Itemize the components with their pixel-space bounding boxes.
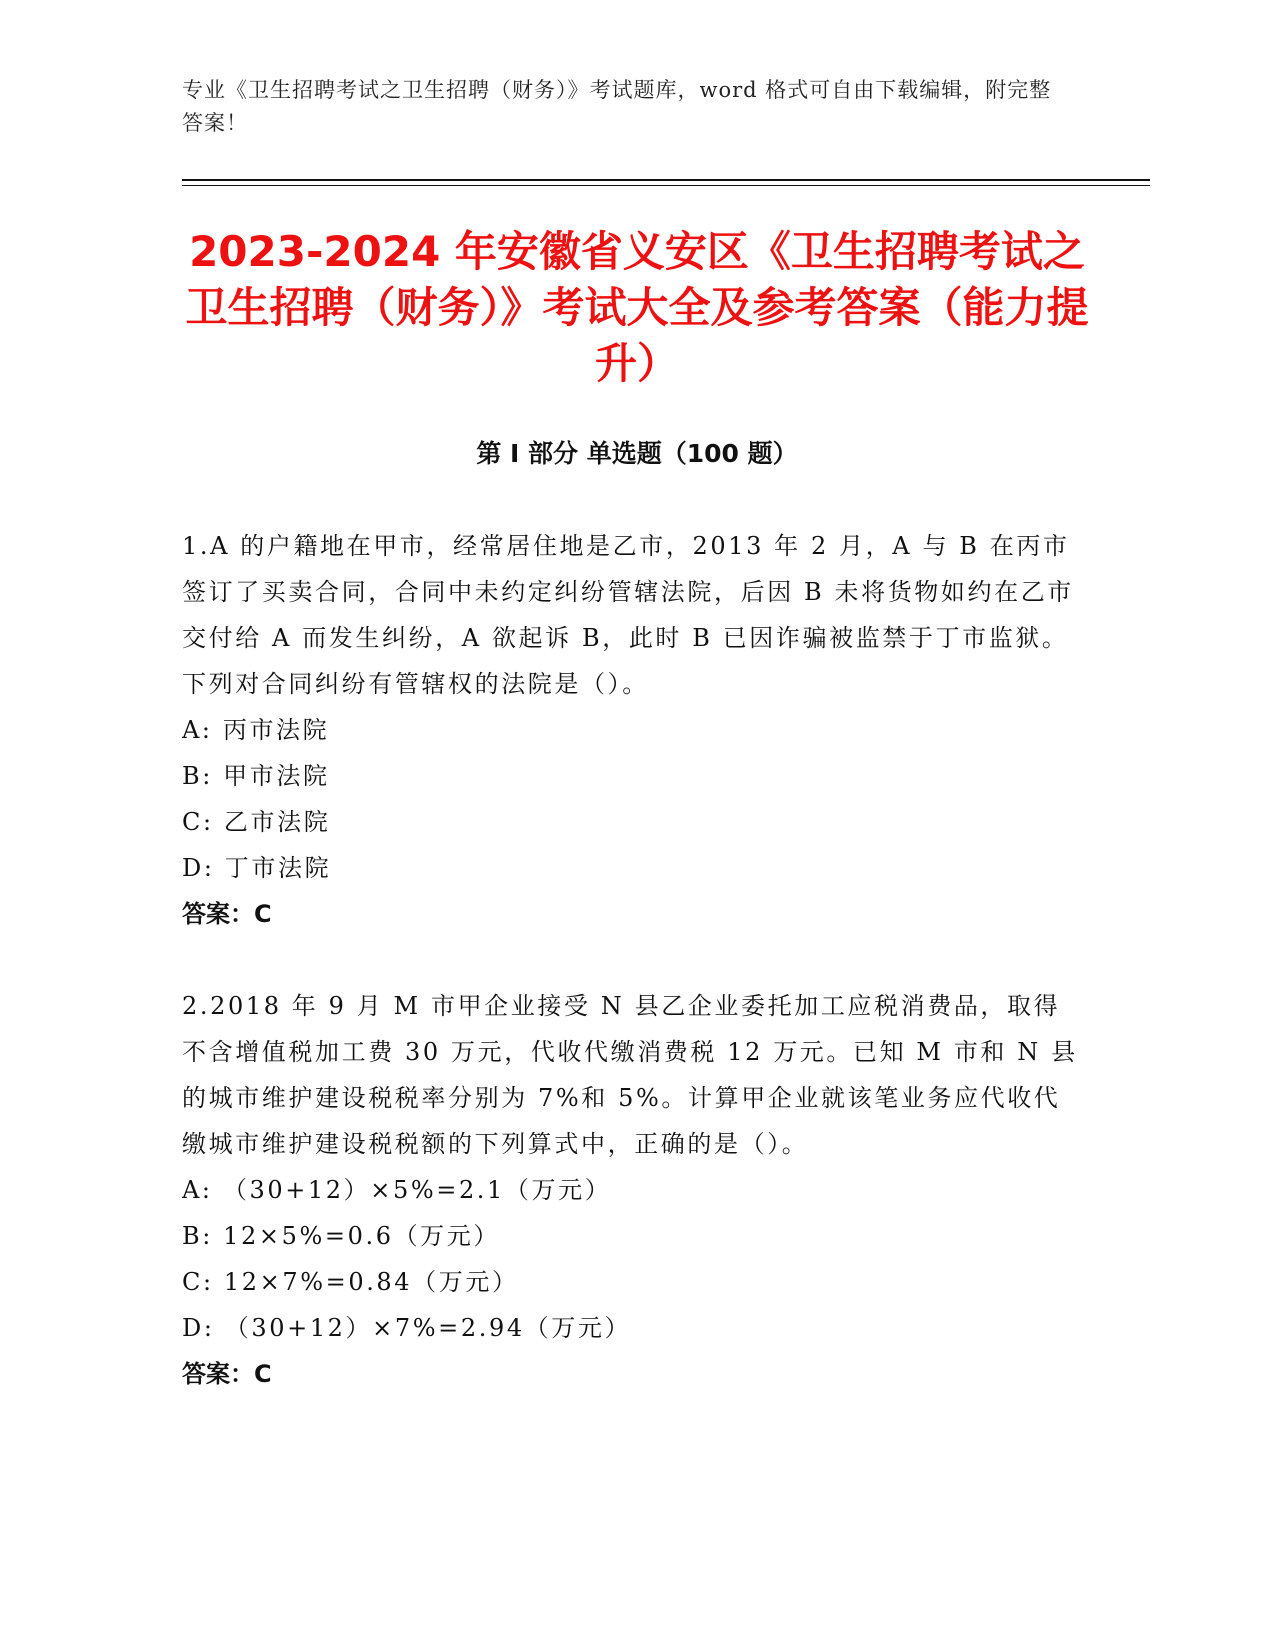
- option-key: D:: [182, 854, 215, 882]
- option-key: B:: [182, 1222, 213, 1250]
- option-text: 丙市法院: [222, 716, 330, 744]
- option-a: [182, 1167, 1082, 1213]
- header-divider-thick: [182, 179, 1150, 181]
- option-text: （30+12）×7%=2.94（万元）: [224, 1314, 632, 1342]
- header-note: 专业《卫生招聘考试之卫生招聘（财务）》考试题库，word 格式可自由下载编辑，附完整答案！: [182, 78, 1052, 135]
- option-text: 甲市法院: [223, 762, 330, 790]
- option-text: 12×5%=0.6（万元）: [223, 1222, 500, 1250]
- option-d: [182, 845, 1082, 891]
- option-text: 12×7%=0.84（万元）: [223, 1268, 519, 1296]
- option-key: D:: [182, 1314, 215, 1342]
- option-text: 丁市法院: [224, 854, 332, 882]
- document-title: 2023-2024 年安徽省义安区《卫生招聘考试之卫生招聘（财务）》考试大全及参考答案（能力提升）: [185, 227, 1089, 388]
- option-b: [182, 1213, 1082, 1259]
- option-c: [182, 799, 1082, 845]
- option-key: B:: [182, 762, 213, 790]
- option-text: （30+12）×5%=2.1（万元）: [222, 1176, 612, 1204]
- option-d: [182, 1305, 1082, 1351]
- option-text: 乙市法院: [223, 808, 331, 836]
- question-stem: 1.A 的户籍地在甲市，经常居住地是乙市，2013 年 2 月，A 与 B 在丙市签订了买卖合同，合同中未约定纠纷管辖法院，后因 B 未将货物如约在乙市交付给 A 而发生纠纷，A 欲起诉 B，此时 B 已因诈骗被监禁于丁市监狱。下列对合同纠纷有管辖权的法院是（）。: [182, 532, 1074, 698]
- option-key: A:: [182, 716, 213, 744]
- option-b: [182, 753, 1082, 799]
- question-2: [182, 983, 1082, 1397]
- question-1: [182, 523, 1082, 937]
- header-divider-thin: [182, 185, 1150, 186]
- answer-label: 答案：C: [182, 1360, 272, 1388]
- option-key: C:: [182, 808, 214, 836]
- option-a: [182, 707, 1082, 753]
- answer-label: 答案：C: [182, 900, 272, 928]
- section-title: 第 I 部分 单选题（100 题）: [476, 439, 798, 468]
- option-c: [182, 1259, 1082, 1305]
- option-key: C:: [182, 1268, 214, 1296]
- option-key: A:: [182, 1176, 213, 1204]
- question-list: [182, 523, 1082, 1443]
- question-stem: 2.2018 年 9 月 M 市甲企业接受 N 县乙企业委托加工应税消费品，取得不含增值税加工费 30 万元，代收代缴消费税 12 万元。已知 M 市和 N 县的城市维护建设税税率分别为 7%和 5%。计算甲企业就该笔业务应代收代缴城市维护建设税税额的下列算式中，正确的是（）。: [182, 992, 1078, 1158]
